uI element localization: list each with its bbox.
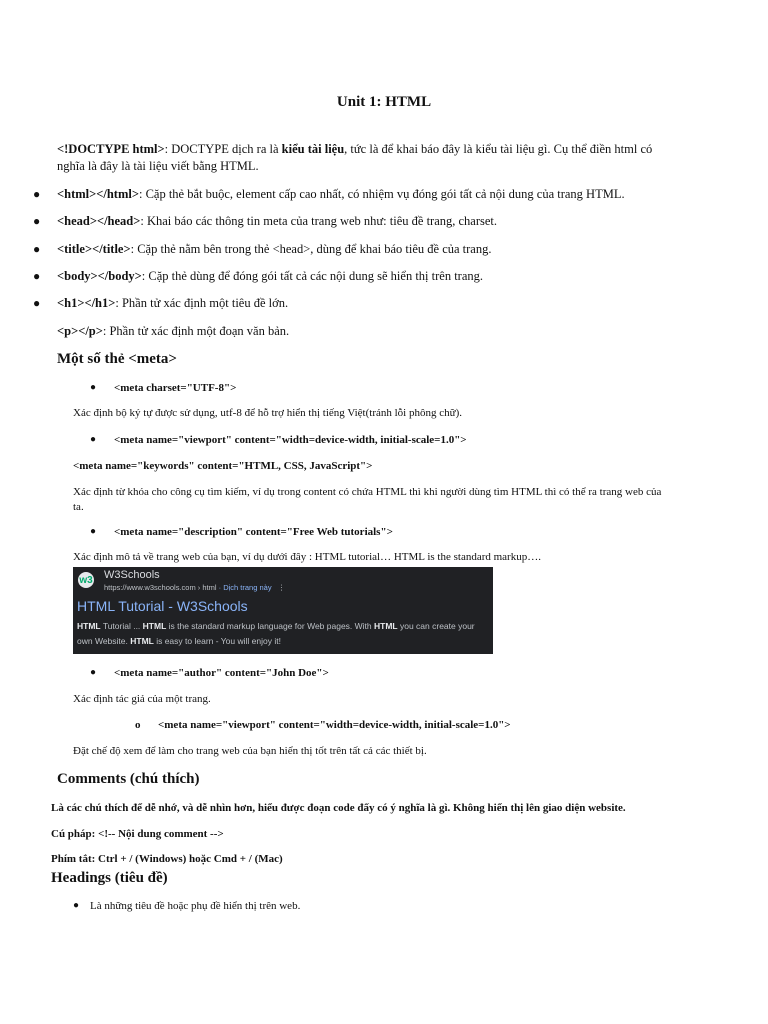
list-item [57, 295, 288, 312]
comments-syntax: Cú pháp: <!-- Nội dung comment --> [51, 828, 224, 840]
bullet-icon: ● [90, 382, 97, 393]
bullet-icon: ● [90, 434, 97, 445]
meta-description-desc: Xác định mô tả về trang web của bạn, ví dụ dưới đây : HTML tutorial… HTML is the standard markup…. [73, 551, 541, 563]
txt: you can create your own Website. [77, 621, 475, 646]
bullet-icon: ● [90, 526, 97, 537]
headings-heading: Headings (tiêu đề) [51, 870, 168, 886]
txt: is easy to learn - You will enjoy it! [153, 636, 281, 646]
url-text: https://www.w3schools.com › html [104, 583, 217, 592]
bullet-icon: ● [33, 296, 41, 310]
code-text: <meta name="keywords" content="HTML, CSS, JavaScript"> [73, 460, 373, 472]
meta-author-desc: Xác định tác giả của một trang. [73, 693, 211, 705]
tag-name: <p></p> [57, 324, 103, 338]
site-url [104, 583, 285, 592]
code-text: <meta name="viewport" content="width=device-width, initial-scale=1.0"> [158, 719, 511, 731]
hl: HTML [130, 636, 154, 646]
tag-name: <h1></h1> [57, 296, 116, 310]
headings-item: Là những tiêu đề hoặc phụ đề hiển thị trên web. [90, 900, 301, 912]
txt: is the standard markup language for Web pages. With [166, 621, 375, 631]
meta-viewport-desc: Đặt chế độ xem để làm cho trang web của bạn hiển thị tốt trên tất cả các thiết bị. [73, 745, 427, 757]
list-item [57, 268, 483, 285]
doctype-line [57, 141, 652, 158]
tag-desc: : Khai báo các thông tin meta của trang web như: tiêu đề trang, charset. [140, 214, 498, 228]
code-text: <meta name="viewport" content="width=device-width, initial-scale=1.0"> [114, 434, 467, 446]
meta-charset [114, 381, 236, 396]
meta-keywords-desc-2: ta. [73, 501, 84, 513]
tag-desc: : Phần tử xác định một tiêu đề lớn. [115, 296, 289, 310]
tag-desc: : Cặp thẻ bắt buộc, element cấp cao nhất, có nhiệm vụ đóng gói tất cả nội dung của trang HTML. [138, 187, 625, 201]
result-snippet [77, 619, 487, 649]
page-title: Unit 1: HTML [336, 94, 432, 110]
logo-text: w3 [79, 574, 93, 586]
more-icon: ⋮ [277, 583, 286, 592]
meta-viewport [114, 433, 467, 448]
tag-name: <body></body> [57, 269, 142, 283]
code-text: <meta name="author" content="John Doe"> [114, 667, 329, 679]
hl: HTML [77, 621, 101, 631]
tag-name: <title></title> [57, 242, 131, 256]
hl: HTML [142, 621, 167, 631]
tag-desc: : Cặp thẻ dùng để đóng gói tất cả các nội dung sẽ hiển thị trên trang. [141, 269, 484, 283]
doctype-text: : DOCTYPE dịch ra là [164, 142, 282, 156]
txt: Tutorial ... [100, 621, 143, 631]
meta-charset-desc: Xác định bộ ký tự được sử dụng, utf-8 để hỗ trợ hiển thị tiếng Việt(tránh lỗi phông chữ). [73, 407, 462, 419]
bullet-icon: ● [33, 269, 41, 283]
tag-name: <html></html> [57, 187, 139, 201]
bullet-icon: ● [33, 187, 41, 201]
circle-bullet: o [135, 719, 141, 731]
w3schools-logo-icon [78, 572, 94, 588]
code-text: <meta charset="UTF-8"> [114, 382, 237, 394]
tag-desc: : Phần tử xác định một đoạn văn bản. [102, 324, 290, 338]
list-item [57, 241, 491, 258]
tag-desc: : Cặp thẻ nằm bên trong thẻ <head>, dùng để khai báo tiêu đề của trang. [130, 242, 492, 256]
list-item [57, 213, 497, 230]
bullet-icon: ● [33, 214, 41, 228]
list-item [57, 186, 625, 203]
meta-author [114, 666, 329, 681]
tag-name: <head></head> [57, 214, 141, 228]
bullet-icon: ● [90, 667, 97, 678]
comments-shortcut: Phím tắt: Ctrl + / (Windows) hoặc Cmd + / (Mac) [51, 853, 283, 865]
meta-keywords-desc: Xác định từ khóa cho công cụ tìm kiếm, ví dụ trong content có chứa HTML thì khi người dùng tìm HTML thì có thể ra trang web của [73, 486, 662, 498]
list-item [57, 323, 289, 340]
translate-link: · Dịch trang này [216, 583, 272, 592]
doctype-line-2: nghĩa là đây là tài liệu viết bằng HTML. [57, 159, 259, 173]
comments-desc: Là các chú thích để dễ nhớ, và dễ nhìn hơn, hiểu được đoạn code đấy có ý nghĩa là gì. Không hiển thị lên giao diện website. [51, 802, 626, 814]
bullet-icon: ● [73, 900, 80, 911]
result-title: HTML Tutorial - W3Schools [77, 598, 248, 614]
comments-heading: Comments (chú thích) [57, 771, 200, 787]
bullet-icon: ● [33, 242, 41, 256]
doctype-tag: <!DOCTYPE html> [57, 142, 165, 156]
doctype-bold: kiểu tài liệu [281, 142, 345, 156]
site-name: W3Schools [104, 569, 160, 581]
code-text: <meta name="description" content="Free Web tutorials"> [114, 526, 393, 538]
meta-description [114, 525, 393, 540]
meta-heading: Một số thẻ <meta> [57, 351, 177, 367]
doctype-text-2: , tức là để khai báo đây là kiểu tài liệu gì. Cụ thể điền html có [344, 142, 653, 156]
meta-keywords [73, 459, 372, 474]
meta-viewport-2 [158, 718, 511, 733]
search-result-screenshot [73, 567, 493, 654]
hl: HTML [374, 621, 398, 631]
